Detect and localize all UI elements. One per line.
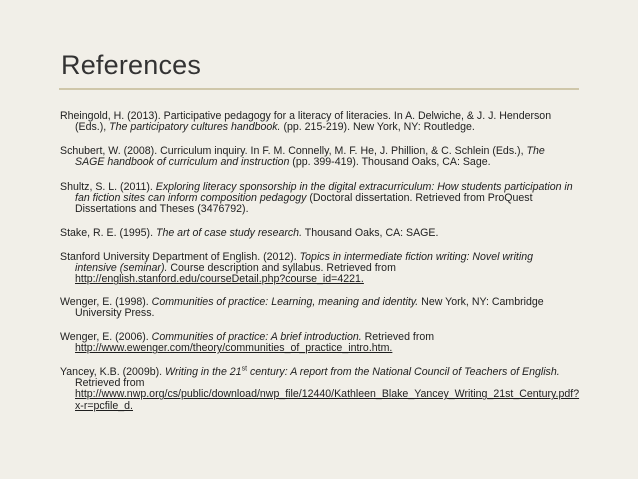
reference-title: The art of case study research. [155, 227, 303, 239]
reference-text: Schubert, W. (2008). Curriculum inquiry. In F. M. Connelly, M. F. He, J. Phillion, & C. Schlein (Eds.), [60, 145, 527, 157]
reference-text: Course description and syllabus. Retrieved from [167, 262, 396, 275]
reference-yancey [60, 365, 580, 412]
reference-title: The SAGE handbook of curriculum and instruction [75, 145, 545, 169]
reference-superscript: st [241, 365, 248, 373]
reference-link[interactable]: http://english.stanford.edu/courseDetail.php?course_id=4221. [75, 273, 364, 286]
reference-stanford [60, 252, 575, 286]
reference-shultz [60, 182, 575, 216]
reference-title: Topics in intermediate fiction writing: Novel writing intensive (seminar). [75, 251, 534, 275]
reference-text: Wenger, E. (2006). [60, 331, 152, 343]
reference-text: (pp. 399-419). Thousand Oaks, CA: Sage. [289, 156, 491, 169]
reference-title: The participatory cultures handbook. [109, 121, 281, 134]
reference-text: (pp. 215-219). New York, NY: Routledge. [280, 121, 475, 134]
reference-stake [60, 228, 575, 239]
reference-title: Communities of practice: Learning, meaning and identity. [151, 296, 419, 308]
reference-text: Stanford University Department of English. (2012). [60, 251, 300, 263]
reference-title: Writing in the 21 [165, 366, 242, 378]
reference-title: Communities of practice: A brief introduction. [151, 331, 362, 343]
reference-title: Exploring literacy sponsorship in the digital extracurriculum: How students participation in fan fiction sites can inform composition pedagogy [75, 181, 573, 205]
reference-link[interactable]: http://www.ewenger.com/theory/communities_of_practice_intro.htm. [75, 342, 393, 355]
reference-link[interactable]: http://www.nwp.org/cs/public/download/nwp_file/12440/Kathleen_Blake_Yancey_Writing_21st_Century.pdf?x-r=pcfile_d. [75, 388, 580, 412]
reference-text: Yancey, K.B. (2009b). [60, 366, 166, 378]
reference-wenger-2006 [60, 332, 575, 354]
reference-title: century: A report from the National Council of Teachers of English. [247, 366, 560, 378]
reference-text: Stake, R. E. (1995). [60, 227, 156, 239]
reference-text: (Doctoral dissertation. Retrieved from ProQuest Dissertations and Theses (3476792). [75, 192, 533, 216]
title-divider [59, 88, 579, 90]
reference-text: Retrieved from [75, 377, 145, 390]
reference-text: Retrieved from [361, 331, 435, 343]
reference-text: Thousand Oaks, CA: SAGE. [302, 227, 439, 239]
slide-title: References [61, 50, 202, 80]
reference-wenger-1998 [60, 297, 575, 319]
reference-text: Wenger, E. (1998). [60, 296, 152, 308]
reference-text: New York, NY: Cambridge University Press. [75, 296, 544, 320]
reference-text: Shultz, S. L. (2011). [60, 181, 156, 193]
reference-schubert [60, 146, 575, 168]
reference-rheingold [60, 111, 575, 133]
reference-text: Rheingold, H. (2013). Participative pedagogy for a literacy of literacies. In A. Delwiche, & J. J. Henderson (Eds.), [60, 110, 552, 134]
